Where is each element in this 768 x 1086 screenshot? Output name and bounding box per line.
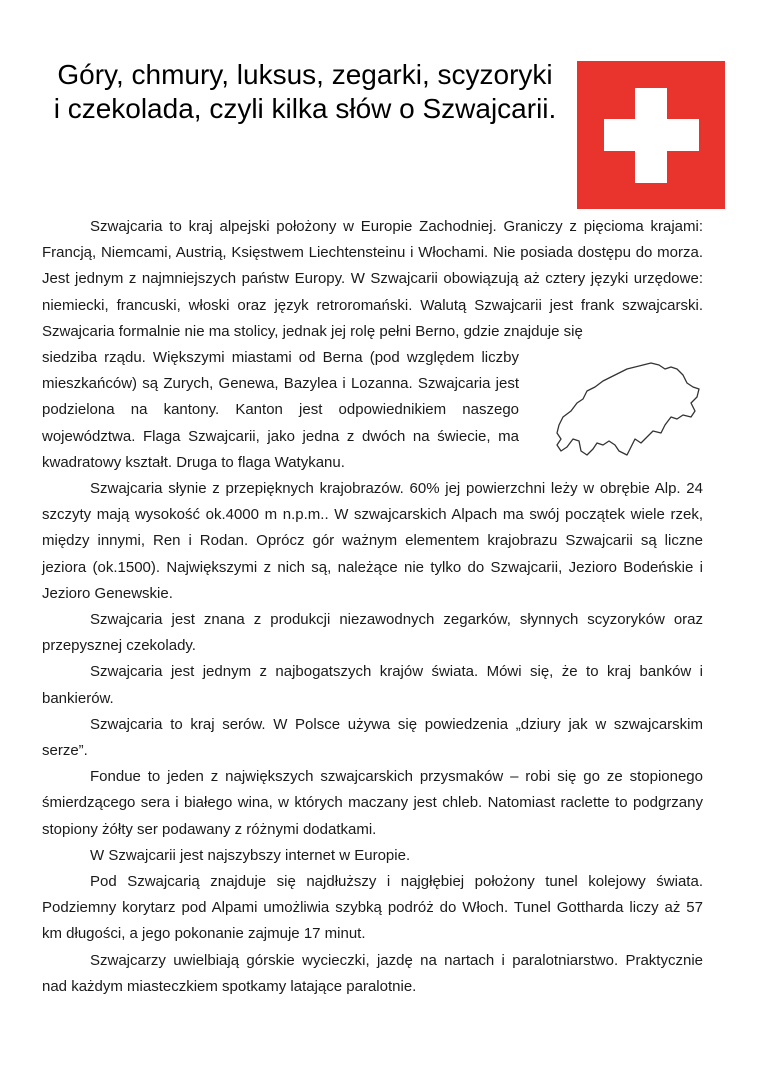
- paragraph-hobbies: Szwajcarzy uwielbiają górskie wycieczki, jazdę na nartach i paralotniarstwo. Praktycznie nad każdym miasteczkiem spotkamy latające paralotnie.: [42, 951, 703, 995]
- switzerland-map-outline-icon: [553, 355, 703, 463]
- paragraph-tunnel: Pod Szwajcarią znajduje się najdłuższy i najgłębiej położony tunel kolejowy świata. Podziemny korytarz pod Alpami umożliwia szybką podróż do Włoch. Tunel Gottharda liczy aż 57 km długości, a jego pokonanie zajmuje 17 minut.: [42, 873, 703, 943]
- title-line-1: Góry, chmury, luksus, zegarki, scyzoryki: [57, 59, 553, 90]
- paragraph-intro-1: Szwajcaria to kraj alpejski położony w Europie Zachodniej. Graniczy z pięcioma krajami: Francją, Niemcami, Austrią, Księstwem Liechtensteinu i Włochami. Nie posiada dostępu do morza. Jest jednym z najmniejszych państw Europy. W Szwajcarii obowiązują aż cztery języki urzędowe: niemiecki, francuski, włoski oraz język retroromański. Walutą Szwajcarii jest frank szwajcarski. Szwajcaria formalnie nie ma stolicy, jednak jej rolę pełni Berno, gdzie znajduje się: [42, 218, 703, 340]
- title-line-2: i czekolada, czyli kilka słów o Szwajcarii.: [53, 93, 557, 124]
- paragraph-fondue: Fondue to jeden z największych szwajcarskich przysmaków – robi się go ze stopionego śmierdzącego sera i białego wina, w których maczany jest chleb. Natomiast raclette to podgrzany stopiony żółty ser podawany z różnymi dodatkami.: [42, 768, 703, 838]
- paragraph-landscape: Szwajcaria słynie z przepięknych krajobrazów. 60% jej powierzchni leży w obrębie Alp. 24 szczyty mają wysokość ok.4000 m n.p.m.. W szwajcarskich Alpach ma swój początek wiele rzek, między innymi, Ren i Rodan. Oprócz gór ważnym elementem krajobrazu Szwajcarii są liczne jeziora (ok.1500). Największymi z nich są, należące nie tylko do Szwajcarii, Jezioro Bodeńskie i Jezioro Genewskie.: [42, 480, 703, 602]
- article-body: [42, 214, 703, 1000]
- paragraph-wealth: Szwajcaria jest jednym z najbogatszych krajów świata. Mówi się, że to kraj banków i bankierów.: [42, 663, 703, 707]
- swiss-flag-icon: [577, 61, 725, 209]
- page-title: [40, 58, 570, 126]
- paragraph-intro-2: siedziba rządu. Większymi miastami od Berna (pod względem liczby mieszkańców) są Zurych, Genewa, Bazylea i Lozanna. Szwajcaria jest podzielona na kantony. Kanton jest odpowiednikiem naszego województwa. Flaga Szwajcarii, jako jedna z dwóch na świecie, ma kwadratowy kształt. Druga to flaga Watykanu.: [42, 349, 519, 471]
- paragraph-internet: W Szwajcarii jest najszybszy internet w Europie.: [90, 846, 411, 864]
- paragraph-products: Szwajcaria jest znana z produkcji niezawodnych zegarków, słynnych scyzoryków oraz przepysznej czekolady.: [42, 611, 703, 655]
- paragraph-cheese: Szwajcaria to kraj serów. W Polsce używa się powiedzenia „dziury jak w szwajcarskim serze”.: [42, 715, 703, 760]
